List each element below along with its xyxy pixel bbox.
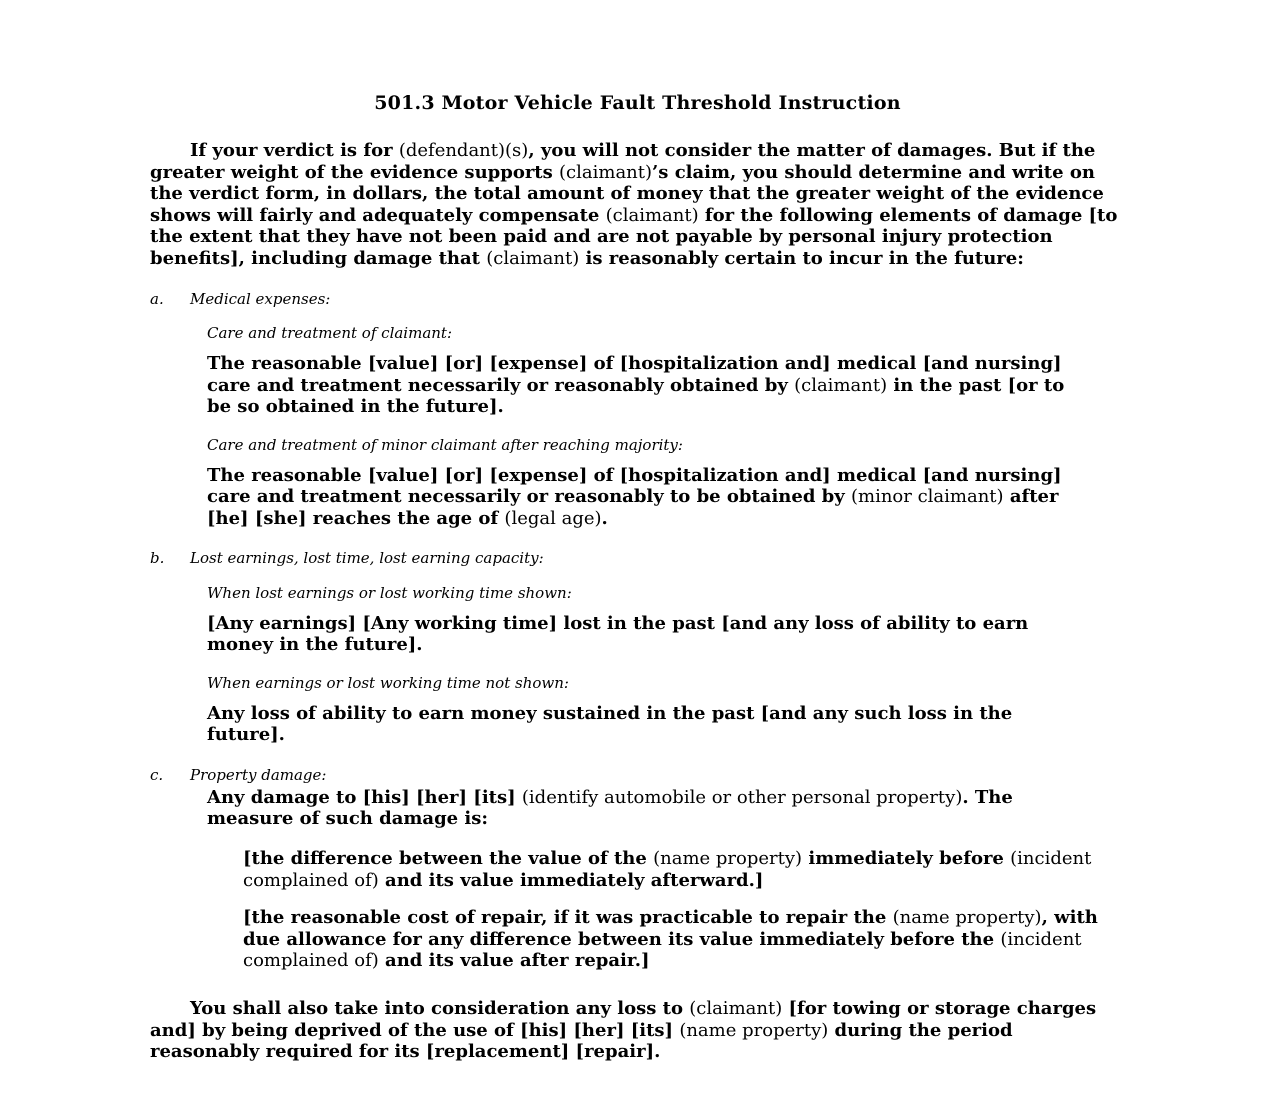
text-segment: (incident complained of) (243, 928, 1082, 972)
text-segment: (claimant) (689, 997, 783, 1019)
section-a-letter: a. (150, 289, 164, 308)
section-b-caption-1: When lost earnings or lost working time shown: (207, 584, 572, 603)
section-b-heading (150, 549, 1125, 568)
text-segment: [the difference between the value of the (243, 847, 654, 869)
section-a-body-2 (207, 465, 1068, 530)
text-segment: for the following elements of damage [to the extent that they have not been paid and are not payable by personal injury protection benefits], including damage that (150, 204, 1118, 269)
text-segment: in the past [or to be so obtained in the future]. (207, 374, 1065, 418)
text-segment: You shall also take into consideration any loss to (190, 997, 690, 1019)
text-segment: If your verdict is for (190, 140, 399, 161)
intro-paragraph (150, 140, 1125, 270)
section-b-body-2: Any loss of ability to earn money sustained in the past [and any such loss in the future]. (207, 702, 1013, 746)
closing-paragraph (150, 998, 1125, 1063)
text-segment: (claimant) (794, 374, 888, 396)
text-segment: [the reasonable cost of repair, if it was practicable to repair the (243, 907, 893, 929)
text-segment: [for towing or storage charges and] by being deprived of the use of [his] [her] [its] (150, 997, 1097, 1041)
text-segment: (identify automobile or other personal property) (521, 786, 963, 808)
text-segment: The reasonable [value] [or] [expense] of [hospitalization and] medical [and nursing] care and treatment necessarily or reasonably obtained by (207, 353, 1062, 396)
text-segment: . (601, 507, 608, 529)
text-segment: (defendant)(s) (398, 140, 529, 161)
section-c-subparagraph-2 (243, 907, 1105, 972)
document-title: 501.3 Motor Vehicle Fault Threshold Instruction (374, 92, 901, 114)
section-b-body-1: [Any earnings] [Any working time] lost in the past [and any loss of ability to earn money in the future]. (207, 612, 1029, 656)
section-a-title: Medical expenses: (190, 289, 331, 308)
text-segment: , you will not consider the matter of damages. But if the greater weight of the evidence supports (150, 140, 1096, 183)
section-a-body-1 (207, 353, 1068, 418)
text-segment: during the period reasonably required for its [replacement] [repair]. (150, 1019, 1013, 1063)
section-a-caption-1: Care and treatment of claimant: (207, 324, 453, 343)
text-segment: (claimant) (559, 161, 653, 183)
text-segment: ’s claim, you should determine and write on the verdict form, in dollars, the total amount of money that the greater weight of the evidence shows will fairly and adequately compensate (150, 161, 1104, 226)
text-segment: (name property) (653, 847, 803, 869)
section-a-heading (150, 290, 1125, 309)
text-segment: is reasonably certain to incur in the future: (579, 247, 1024, 269)
section-c-title: Property damage: (190, 766, 327, 784)
text-segment: (claimant) (486, 247, 580, 269)
section-c-letter: c. (150, 766, 164, 784)
section-b-letter: b. (150, 549, 165, 568)
text-segment: (legal age) (504, 507, 602, 529)
text-segment: , with due allowance for any difference between its value immediately before the (243, 907, 1098, 950)
text-segment: (name property) (679, 1019, 829, 1041)
text-segment: (claimant) (605, 204, 699, 226)
text-segment: Any damage to [his] [her] [its] (207, 786, 522, 808)
text-segment: . The measure of such damage is: (207, 786, 1013, 830)
section-c-body (207, 787, 1068, 830)
section-a-caption-2: Care and treatment of minor claimant after reaching majority: (207, 435, 683, 454)
section-c-subparagraph-1 (243, 848, 1105, 891)
section-c-heading (150, 766, 1125, 785)
section-b-caption-2: When earnings or lost working time not shown: (207, 674, 569, 693)
text-segment: and its value immediately afterward.] (378, 869, 764, 891)
text-segment: immediately before (802, 847, 1011, 869)
section-b-title: Lost earnings, lost time, lost earning capacity: (190, 549, 544, 568)
text-segment: (name property) (892, 907, 1042, 929)
text-segment: (minor claimant) (850, 486, 1004, 508)
text-segment: after [he] [she] reaches the age of (207, 486, 1059, 529)
text-segment: and its value after repair.] (378, 950, 650, 972)
text-segment: (incident complained of) (243, 847, 1092, 891)
text-segment: The reasonable [value] [or] [expense] of [hospitalization and] medical [and nursing] care and treatment necessarily or reasonably to be obtained by (207, 464, 1062, 508)
